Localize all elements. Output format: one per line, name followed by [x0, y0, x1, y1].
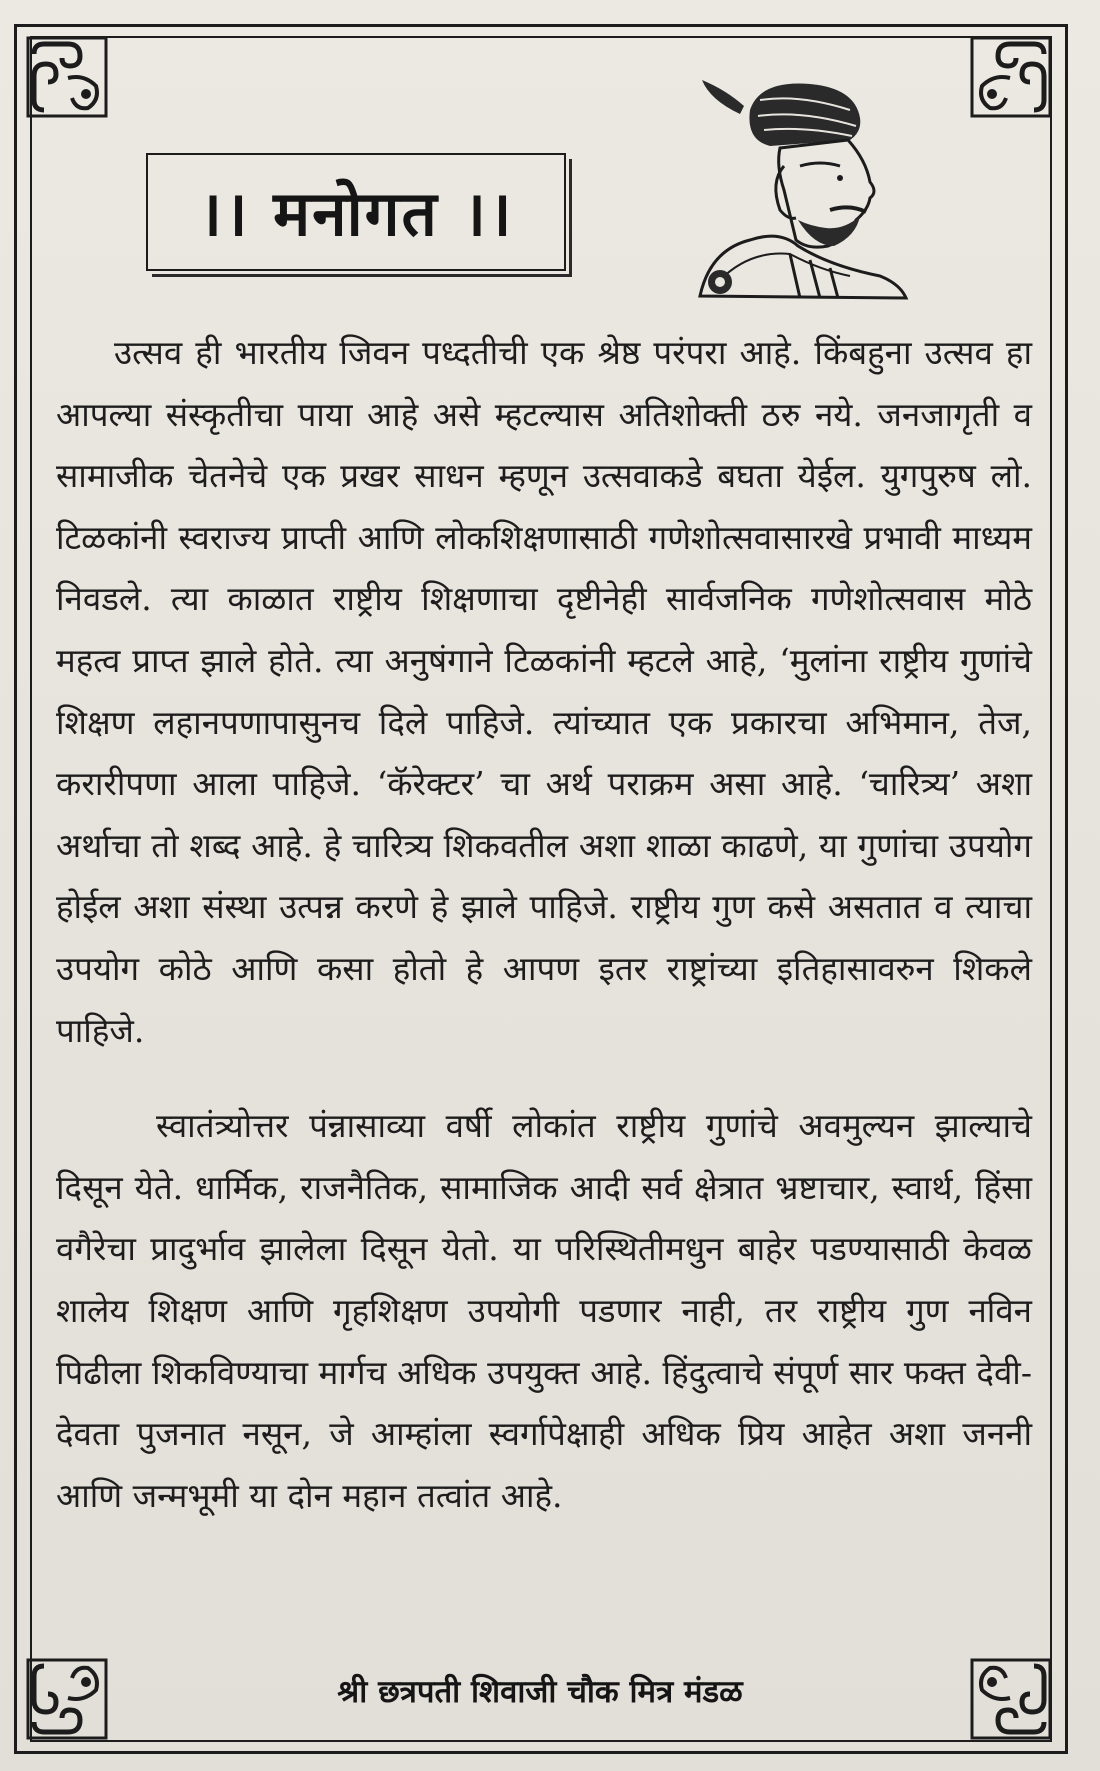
corner-ornament-icon [968, 34, 1054, 120]
corner-ornament-icon [968, 1656, 1054, 1742]
body-text [56, 322, 1032, 1526]
paragraph: स्वातंत्र्योत्तर पंन्नासाव्या वर्षी लोकांत राष्ट्रीय गुणांचे अवमुल्यन झाल्याचे दिसून येते. धार्मिक, राजनैतिक, सामाजिक आदी सर्व क्षेत्रात भ्रष्टाचार, स्वार्थ, हिंसा वगैरेचा प्रादुर्भाव झालेला दिसून येतो. या परिस्थितीमधुन बाहेर पडण्यासाठी केवळ शालेय शिक्षण आणि गृहशिक्षण उपयोगी पडणार नाही, तर राष्ट्रीय गुण नविन पिढीला शिकविण्याचा मार्गच अधिक उपयुक्त आहे. हिंदुत्वाचे संपूर्ण सार फक्त देवी-देवता पुजनात नसून, जे आम्हांला स्वर्गापेक्षाही अधिक प्रिय आहेत अशा जननी आणि जन्मभूमी या दोन महान तत्वांत आहे. [56, 1106, 1032, 1515]
paragraph: उत्सव ही भारतीय जिवन पध्दतीची एक श्रेष्ठ परंपरा आहे. किंबहुना उत्सव हा आपल्या संस्कृतीचा पाया आहे असे म्हटल्यास अतिशोक्ती ठरु नये. जनजागृती व सामाजीक चेतनेचे एक प्रखर साधन म्हणून उत्सवाकडे बघता येईल. युगपुरुष लो. टिळकांनी स्वराज्य प्राप्ती आणि लोकशिक्षणासाठी गणेशोत्सवासारखे प्रभावी माध्यम निवडले. त्या काळात राष्ट्रीय शिक्षणाचा दृष्टीनेही सार्वजनिक गणेशोत्सवास मोठे महत्व प्राप्त झाले होते. त्या अनुषंगाने टिळकांनी म्हटले आहे, ‘मुलांना राष्ट्रीय गुणांचे शिक्षण लहानपणापासुनच दिले पाहिजे. त्यांच्यात एक प्रकारचा अभिमान, तेज, करारीपणा आला पाहिजे. ‘कॅरेक्टर’ चा अर्थ पराक्रम असा आहे. ‘चारित्र्य’ अशा अर्थाचा तो शब्द आहे. हे चारित्र्य शिकवतील अशा शाळा काढणे, या गुणांचा उपयोग होईल अशा संस्था उत्पन्न करणे हे झाले पाहिजे. राष्ट्रीय गुण कसे असतात व त्याचा उपयोग कोठे आणि कसा होतो हे आपण इतर राष्ट्रांच्या इतिहासावरुन शिकले पाहिजे. [56, 333, 1032, 1050]
shivaji-portrait-icon [680, 70, 920, 300]
title-box [146, 153, 566, 271]
corner-ornament-icon [24, 34, 110, 120]
footer-signature: श्री छत्रपती शिवाजी चौक मित्र मंडळ [337, 1674, 743, 1710]
page-title: ।। मनोगत ।। [198, 177, 514, 250]
corner-ornament-icon [24, 1656, 110, 1742]
